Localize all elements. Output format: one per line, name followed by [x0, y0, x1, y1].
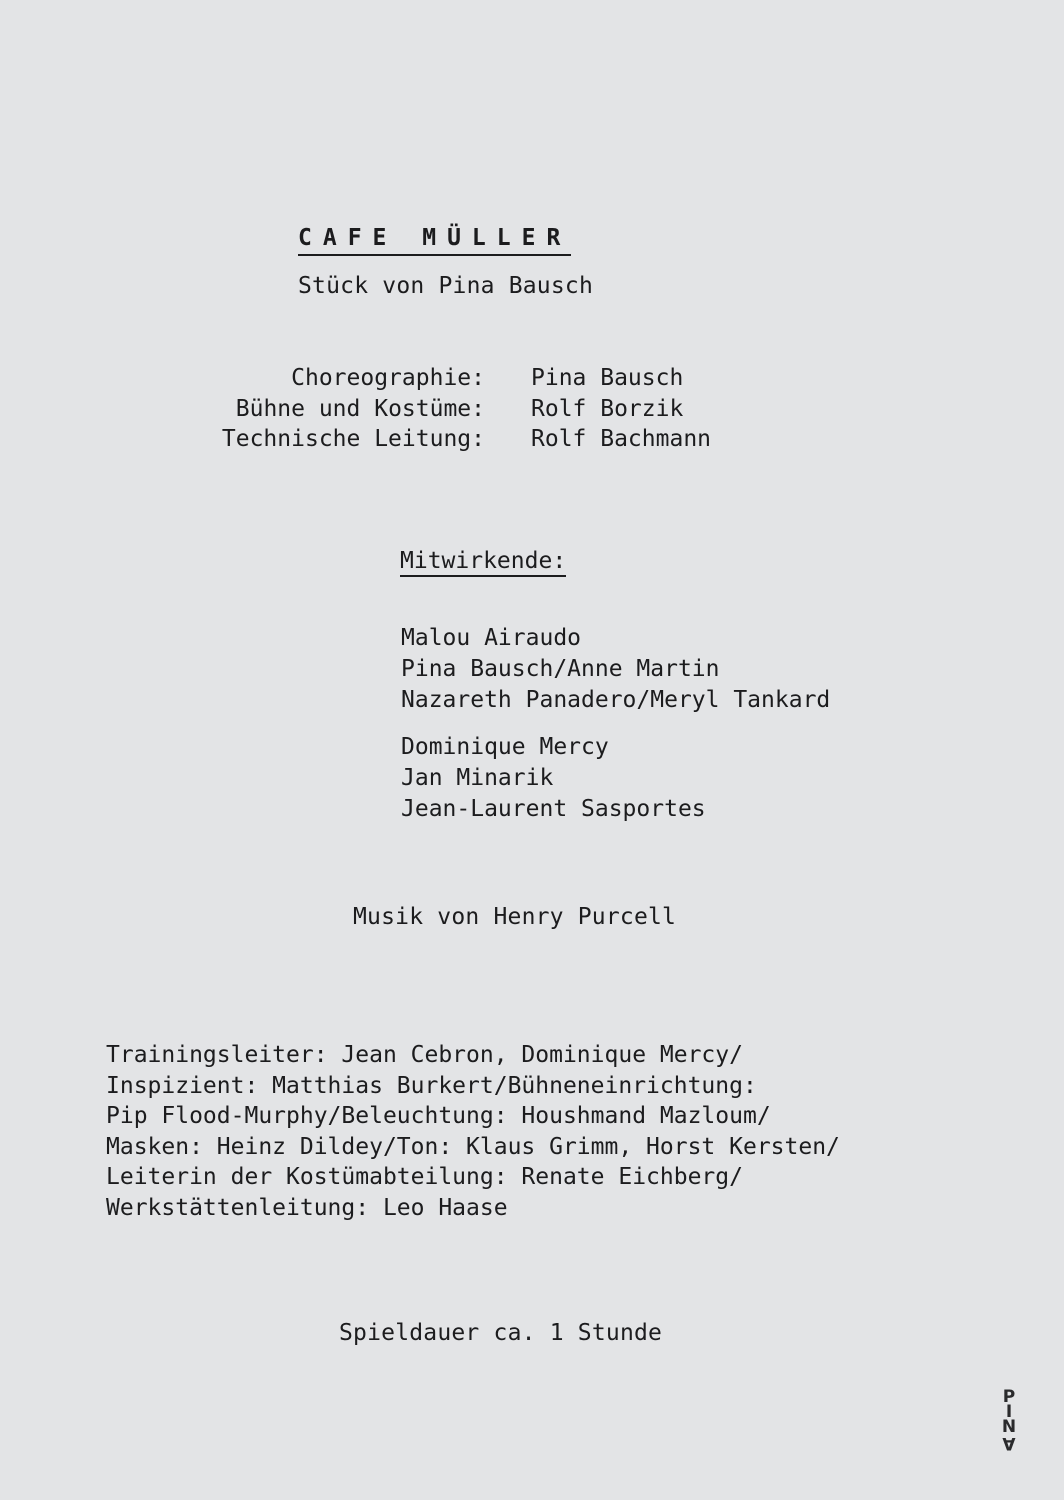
music-credit: Musik von Henry Purcell [353, 904, 677, 930]
document-title: CAFE MÜLLER [298, 224, 571, 256]
credits-table [160, 363, 711, 455]
credit-row [160, 394, 711, 425]
logo-letter: A [1002, 1433, 1016, 1453]
logo-letter: P [1002, 1387, 1016, 1407]
staff-line: Masken: Heinz Dildey/Ton: Klaus Grimm, Horst Kersten/ [106, 1133, 840, 1160]
subtitle: Stück von Pina Bausch [298, 273, 593, 299]
cast-member: Pina Bausch/Anne Martin [401, 656, 720, 682]
staff-paragraph [106, 1040, 840, 1223]
cast-member: Malou Airaudo [401, 625, 582, 651]
staff-line: Werkstättenleitung: Leo Haase [106, 1194, 508, 1221]
logo-letter: N [1001, 1417, 1017, 1437]
credit-name: Rolf Bachmann [531, 426, 712, 452]
duration: Spieldauer ca. 1 Stunde [339, 1320, 663, 1346]
credit-role: Choreographie: [291, 365, 485, 391]
cast-group-women [401, 623, 830, 716]
cast-heading: Mitwirkende: [400, 547, 566, 577]
staff-line: Trainingsleiter: Jean Cebron, Dominique Mercy/ [106, 1042, 743, 1068]
pina-logo [998, 1387, 1020, 1453]
cast-member: Jan Minarik [401, 765, 554, 791]
cast-member: Dominique Mercy [401, 734, 609, 760]
credit-row [160, 363, 711, 394]
credit-name: Rolf Borzik [531, 395, 684, 422]
credit-role: Technische Leitung: [221, 426, 485, 452]
credit-name: Pina Bausch [531, 365, 684, 391]
staff-line: Leiterin der Kostümabteilung: Renate Eichberg/ [106, 1164, 743, 1190]
credit-row [160, 424, 711, 455]
cast-member: Jean-Laurent Sasportes [401, 796, 706, 822]
credit-role: Bühne und Kostüme: [235, 395, 485, 422]
cast-group-men [401, 732, 706, 825]
staff-line: Pip Flood-Murphy/Beleuchtung: Houshmand Mazloum/ [106, 1103, 771, 1129]
staff-line: Inspizient: Matthias Burkert/Bühneneinrichtung: [106, 1072, 757, 1099]
cast-member: Nazareth Panadero/Meryl Tankard [401, 687, 831, 713]
logo-letter: I [1005, 1402, 1013, 1422]
